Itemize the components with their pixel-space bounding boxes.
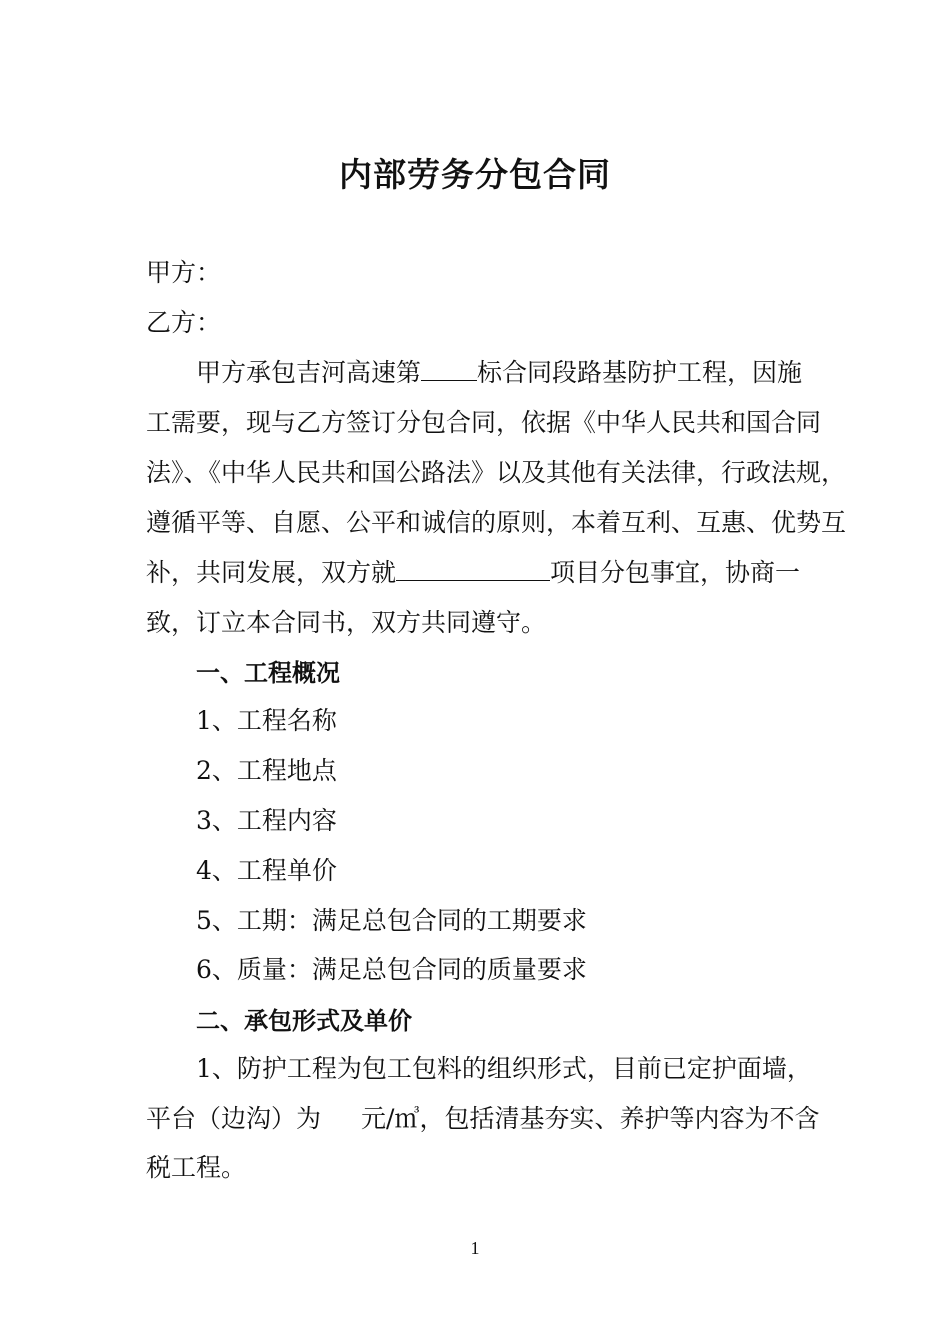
intro-line-1 <box>196 348 886 398</box>
intro-line-4: 遵循平等、自愿、公平和诚信的原则，本着互利、互惠、优势互 <box>146 508 847 537</box>
list-item: 4、工程单价 <box>196 856 337 885</box>
intro-line-6: 致，订立本合同书，双方共同遵守。 <box>146 608 547 637</box>
intro-text: 补，共同发展，双方就 <box>146 558 397 587</box>
party-b-line: 乙方： <box>146 308 222 337</box>
section-2-text: 元/㎥，包括清基夯实、养护等内容为不含 <box>361 1104 820 1133</box>
document-title: 内部劳务分包合同 <box>339 155 611 194</box>
list-item: 6、质量：满足总包合同的质量要求 <box>196 955 587 984</box>
section-2-text: 平台（边沟）为 <box>146 1104 322 1133</box>
list-item: 5、工期：满足总包合同的工期要求 <box>196 906 587 935</box>
section-2-line-2 <box>146 1094 836 1144</box>
intro-text: 标合同段路基防护工程，因施 <box>477 358 803 387</box>
project-name-blank <box>396 552 550 581</box>
intro-text: 甲方承包吉河高速第 <box>196 358 422 387</box>
section-number-blank <box>421 352 477 381</box>
intro-line-2: 工需要，现与乙方签订分包合同，依据《中华人民共和国合同 <box>146 408 822 437</box>
section-2-line-1: 1、防护工程为包工包料的组织形式，目前已定护面墙， <box>196 1054 812 1083</box>
section-2-line-3: 税工程。 <box>146 1153 247 1182</box>
section-1-heading: 一、工程概况 <box>196 659 340 687</box>
list-item: 3、工程内容 <box>196 806 337 835</box>
list-item: 2、工程地点 <box>196 756 337 785</box>
intro-text: 项目分包事宜，协商一 <box>550 558 801 587</box>
intro-line-5 <box>146 548 836 598</box>
section-2-heading: 二、承包形式及单价 <box>196 1007 412 1035</box>
list-item: 1、工程名称 <box>196 706 337 735</box>
intro-line-3: 法》、《中华人民共和国公路法》以及其他有关法律，行政法规， <box>146 458 847 487</box>
page-number: 1 <box>470 1238 480 1258</box>
party-a-line: 甲方： <box>146 258 222 287</box>
